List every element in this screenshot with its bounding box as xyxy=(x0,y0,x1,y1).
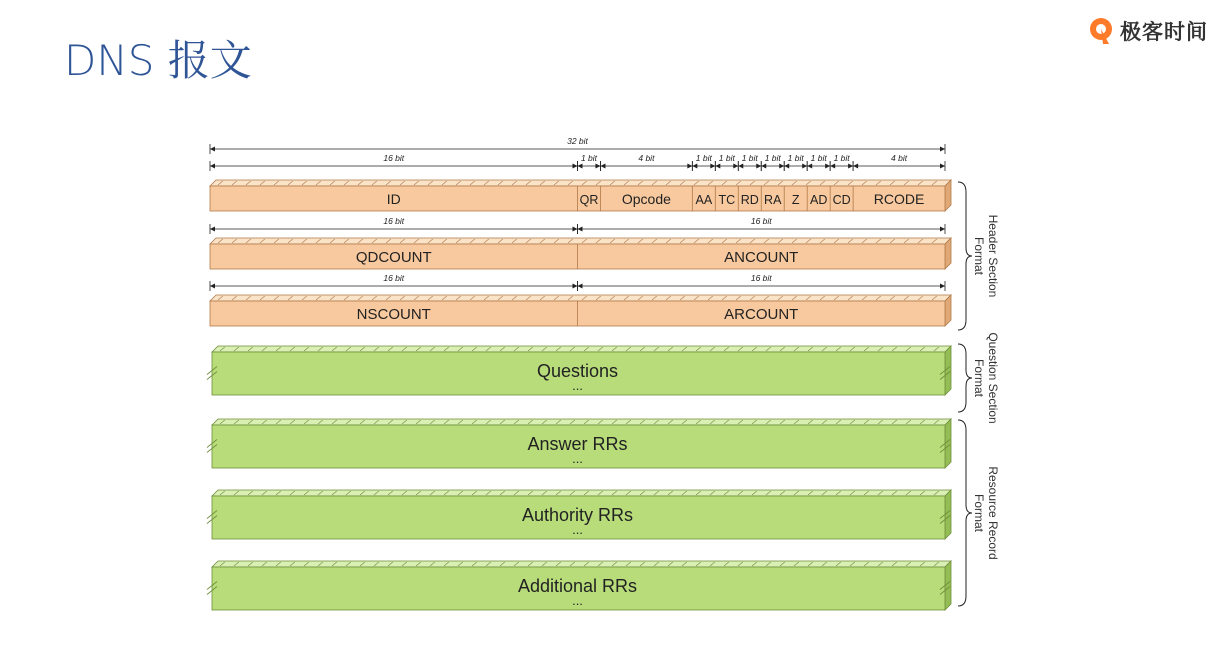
field-width-dimension xyxy=(600,153,692,171)
box-side-face xyxy=(945,346,951,395)
field-width-dimension xyxy=(578,216,946,234)
bracket-label-line: Header Section xyxy=(986,214,1000,298)
header-row2-box xyxy=(210,238,951,269)
box-top-face xyxy=(212,419,951,425)
field-ra: RA xyxy=(764,193,782,207)
field-width-dimension xyxy=(784,153,807,171)
field-width-dimension xyxy=(715,153,738,171)
dimension-label: 1 bit xyxy=(833,153,850,163)
bracket-label-line: Format xyxy=(972,358,986,398)
section-label: Authority RRs xyxy=(521,505,634,525)
box-side-face xyxy=(945,561,951,610)
bracket-label-line: Format xyxy=(972,236,986,276)
bracket-label-line: Question Section xyxy=(986,332,1000,424)
dimension-label: 4 bit xyxy=(891,153,908,163)
field-width-dimension xyxy=(807,153,830,171)
header-section-brace xyxy=(958,182,972,330)
arrowhead-left-icon xyxy=(578,164,583,169)
field-rcode: RCODE xyxy=(873,191,925,207)
arrowhead-left-icon xyxy=(210,227,215,232)
field-width-dimension xyxy=(738,153,761,171)
dimension-label: 1 bit xyxy=(810,153,827,163)
field-z: Z xyxy=(791,193,800,207)
section-label: Answer RRs xyxy=(527,434,628,454)
dimension-label: 4 bit xyxy=(638,153,655,163)
arrowhead-left-icon xyxy=(784,164,789,169)
resource-record-format-label xyxy=(972,466,1000,559)
field-nscount: NSCOUNT xyxy=(356,306,431,323)
box-top-face xyxy=(210,295,951,301)
field-cd: CD xyxy=(832,193,851,207)
dimension-label: 16 bit xyxy=(383,216,405,226)
arrowhead-left-icon xyxy=(692,164,697,169)
dimension-label: 16 bit xyxy=(750,273,772,283)
arrowhead-right-icon xyxy=(573,284,578,289)
arrowhead-right-icon xyxy=(825,164,830,169)
arrowhead-right-icon xyxy=(940,147,945,152)
dimension-label: 1 bit xyxy=(580,153,598,163)
arrowhead-left-icon xyxy=(210,284,215,289)
field-ad: AD xyxy=(809,193,828,207)
brand-logo-text: 极客时间 xyxy=(1120,20,1208,44)
field-width-dimension xyxy=(853,153,945,171)
arrowhead-right-icon xyxy=(779,164,784,169)
bracket-label-line: Resource Record xyxy=(986,466,1000,560)
arrowhead-left-icon xyxy=(210,164,215,169)
field-tc: TC xyxy=(718,193,736,207)
arrowhead-left-icon xyxy=(738,164,743,169)
dimension-label: 1 bit xyxy=(764,153,781,163)
arrowhead-right-icon xyxy=(848,164,853,169)
section-label: Questions xyxy=(536,361,619,381)
field-width-dimension xyxy=(210,153,578,171)
dimension-label: 16 bit xyxy=(383,273,405,283)
arrowhead-right-icon xyxy=(595,164,600,169)
field-width-dimension xyxy=(210,273,578,291)
field-width-dimension xyxy=(210,216,578,234)
arrowhead-right-icon xyxy=(940,284,945,289)
header-section-format-label xyxy=(972,215,1000,298)
box-top-face xyxy=(212,490,951,496)
field-opcode: Opcode xyxy=(621,191,671,207)
box-top-face xyxy=(210,238,951,244)
header-row3-box xyxy=(210,295,951,326)
field-ancount: ANCOUNT xyxy=(724,249,799,266)
question-section-format-label xyxy=(972,332,1000,423)
page-title: DNS 报文 xyxy=(64,36,252,85)
arrowhead-left-icon xyxy=(807,164,812,169)
section-ellipsis: ... xyxy=(572,522,583,537)
field-id: ID xyxy=(386,191,401,207)
field-qdcount: QDCOUNT xyxy=(355,249,432,266)
arrowhead-right-icon xyxy=(940,227,945,232)
section-label: Additional RRs xyxy=(517,576,638,596)
resource-record-brace xyxy=(958,420,972,606)
question-section-brace xyxy=(958,344,972,412)
arrowhead-left-icon xyxy=(715,164,720,169)
field-width-dimension xyxy=(578,273,946,291)
arrowhead-left-icon xyxy=(210,147,215,152)
box-top-face xyxy=(212,346,951,352)
arrowhead-right-icon xyxy=(802,164,807,169)
dimension-label: 1 bit xyxy=(695,153,712,163)
section-ellipsis: ... xyxy=(572,378,583,393)
arrowhead-left-icon xyxy=(600,164,605,169)
arrowhead-left-icon xyxy=(578,284,583,289)
field-aa: AA xyxy=(695,193,713,207)
arrowhead-right-icon xyxy=(573,227,578,232)
field-width-dimension xyxy=(578,153,601,171)
section-ellipsis: ... xyxy=(572,593,583,608)
box-side-face xyxy=(945,419,951,468)
dimension-label: 1 bit xyxy=(787,153,804,163)
total-width-dimension xyxy=(210,136,945,154)
arrowhead-left-icon xyxy=(761,164,766,169)
arrowhead-right-icon xyxy=(756,164,761,169)
box-top-face xyxy=(210,180,951,186)
arrowhead-left-icon xyxy=(853,164,858,169)
dimension-label: 16 bit xyxy=(750,216,772,226)
field-arcount: ARCOUNT xyxy=(724,306,799,323)
box-top-face xyxy=(212,561,951,567)
box-side-face xyxy=(945,180,951,211)
section-ellipsis: ... xyxy=(572,451,583,466)
field-qr: QR xyxy=(579,193,599,207)
arrowhead-right-icon xyxy=(687,164,692,169)
field-width-dimension xyxy=(761,153,784,171)
dimension-label: 16 bit xyxy=(383,153,405,163)
arrowhead-right-icon xyxy=(940,164,945,169)
arrowhead-left-icon xyxy=(830,164,835,169)
box-side-face xyxy=(945,490,951,539)
arrowhead-right-icon xyxy=(573,164,578,169)
arrowhead-left-icon xyxy=(578,227,583,232)
field-width-dimension xyxy=(830,153,853,171)
arrowhead-right-icon xyxy=(733,164,738,169)
field-width-dimension xyxy=(692,153,715,171)
box-side-face xyxy=(945,295,951,326)
bracket-label-line: Format xyxy=(972,493,986,533)
arrowhead-right-icon xyxy=(710,164,715,169)
dimension-label: 1 bit xyxy=(741,153,758,163)
box-side-face xyxy=(945,238,951,269)
dimension-label: 32 bit xyxy=(567,136,588,146)
dimension-label: 1 bit xyxy=(718,153,735,163)
field-rd: RD xyxy=(740,193,759,207)
